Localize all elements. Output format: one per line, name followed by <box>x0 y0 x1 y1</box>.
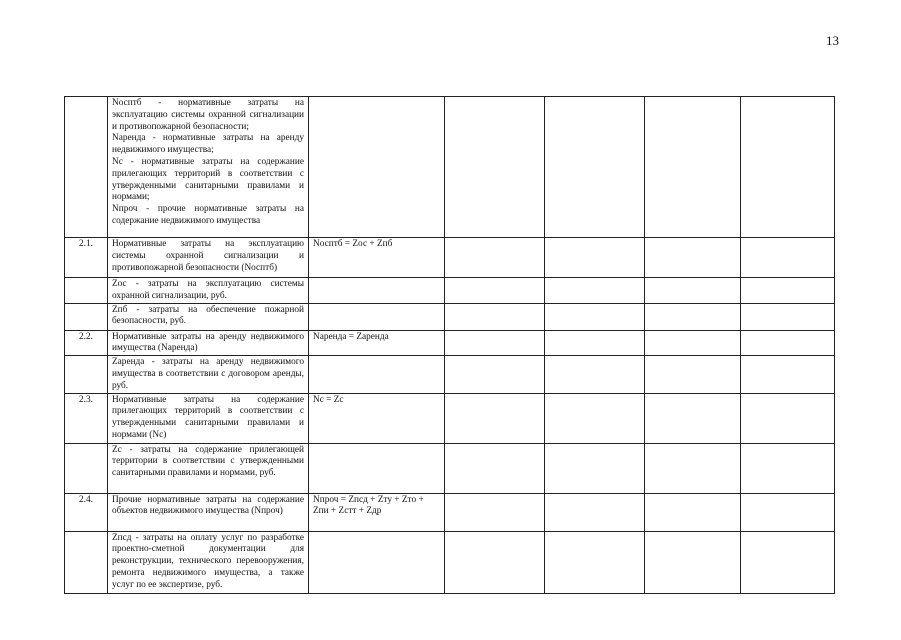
table-row <box>65 330 835 356</box>
row-description: Zаренда - затраты на аренду недвижимого имущества в соответствии с договором аренды, руб. <box>108 356 309 393</box>
empty-cell <box>645 356 741 393</box>
empty-cell <box>645 493 741 531</box>
table-row <box>65 97 835 238</box>
row-description: Zос - затраты на эксплуатацию системы охранной сигнализации, руб. <box>108 278 309 304</box>
empty-cell <box>545 238 645 278</box>
row-number: 2.1. <box>65 238 108 278</box>
empty-cell <box>545 330 645 356</box>
row-description: Нормативные затраты на аренду недвижимого имущества (Nаренда) <box>108 330 309 356</box>
empty-cell <box>545 278 645 304</box>
empty-cell <box>545 493 645 531</box>
empty-cell <box>445 278 545 304</box>
empty-cell <box>445 356 545 393</box>
empty-cell <box>445 493 545 531</box>
row-formula <box>309 443 445 493</box>
description-line: Nаренда - нормативные затраты на аренду недвижимого имущества; <box>112 133 304 156</box>
empty-cell <box>445 443 545 493</box>
table-row <box>65 238 835 278</box>
row-description: Zпб - затраты на обеспечение пожарной безопасности, руб. <box>108 303 309 330</box>
description-line: Nпроч - прочие нормативные затраты на содержание недвижимого имущества <box>112 204 304 226</box>
empty-cell <box>445 531 545 593</box>
row-description: Zс - затраты на содержание прилегающей территории в соответствии с утвержденными санитарными правилами и нормами, руб. <box>108 443 309 493</box>
row-number <box>65 531 108 593</box>
row-formula: Nосптб = Zос + Zпб <box>309 238 445 278</box>
row-formula: Nаренда = Zаренда <box>309 330 445 356</box>
empty-cell <box>645 531 741 593</box>
row-formula <box>309 303 445 330</box>
empty-cell <box>545 531 645 593</box>
description-line: Nс - нормативные затраты на содержание прилегающих территорий в соответствии с утвержденными санитарными правилами и нормами; <box>112 156 304 203</box>
row-number <box>65 356 108 393</box>
empty-cell <box>545 356 645 393</box>
empty-cell <box>445 238 545 278</box>
empty-cell <box>545 393 645 443</box>
table-row <box>65 303 835 330</box>
cost-norms-table <box>64 96 835 594</box>
empty-cell <box>445 97 545 238</box>
row-number: 2.3. <box>65 393 108 443</box>
description-line: Nосптб - нормативные затраты на эксплуатацию системы охранной сигнализации и противопожарной безопасности; <box>112 98 304 132</box>
row-description: Zпсд - затраты на оплату услуг по разработке проектно-сметной документации для реконструкции, технического перевооружения, ремонта недвижимого имущества, а также услуг по ее экспертизе, руб. <box>108 531 309 593</box>
table-row <box>65 393 835 443</box>
empty-cell <box>741 356 835 393</box>
row-number <box>65 303 108 330</box>
row-formula: Nс = Zс <box>309 393 445 443</box>
row-description: Нормативные затраты на эксплуатацию системы охранной сигнализации и противопожарной безопасности (Nосптб) <box>108 238 309 278</box>
row-number <box>65 97 108 238</box>
empty-cell <box>741 493 835 531</box>
table-row <box>65 493 835 531</box>
empty-cell <box>645 97 741 238</box>
row-number: 2.4. <box>65 493 108 531</box>
page-number: 13 <box>826 33 839 48</box>
empty-cell <box>741 531 835 593</box>
row-description <box>108 97 309 238</box>
row-formula <box>309 356 445 393</box>
empty-cell <box>645 443 741 493</box>
empty-cell <box>645 278 741 304</box>
empty-cell <box>545 303 645 330</box>
row-number: 2.2. <box>65 330 108 356</box>
empty-cell <box>645 238 741 278</box>
empty-cell <box>645 303 741 330</box>
empty-cell <box>645 330 741 356</box>
empty-cell <box>445 330 545 356</box>
row-formula <box>309 278 445 304</box>
empty-cell <box>645 393 741 443</box>
empty-cell <box>741 303 835 330</box>
empty-cell <box>741 393 835 443</box>
table-row <box>65 531 835 593</box>
empty-cell <box>741 238 835 278</box>
row-number <box>65 443 108 493</box>
row-formula: Nпроч = Zпсд + Zту + Zто + Zпи + Zстт + Zдр <box>309 493 445 531</box>
table-row <box>65 443 835 493</box>
empty-cell <box>741 97 835 238</box>
empty-cell <box>545 97 645 238</box>
table-row <box>65 356 835 393</box>
empty-cell <box>741 278 835 304</box>
table-row <box>65 278 835 304</box>
row-formula <box>309 97 445 238</box>
row-description: Прочие нормативные затраты на содержание объектов недвижимого имущества (Nпроч) <box>108 493 309 531</box>
empty-cell <box>741 443 835 493</box>
empty-cell <box>445 303 545 330</box>
row-number <box>65 278 108 304</box>
empty-cell <box>545 443 645 493</box>
empty-cell <box>445 393 545 443</box>
empty-cell <box>741 330 835 356</box>
row-formula <box>309 531 445 593</box>
row-description: Нормативные затраты на содержание прилегающих территорий в соответствии с утвержденными санитарными правилами и нормами (Nс) <box>108 393 309 443</box>
